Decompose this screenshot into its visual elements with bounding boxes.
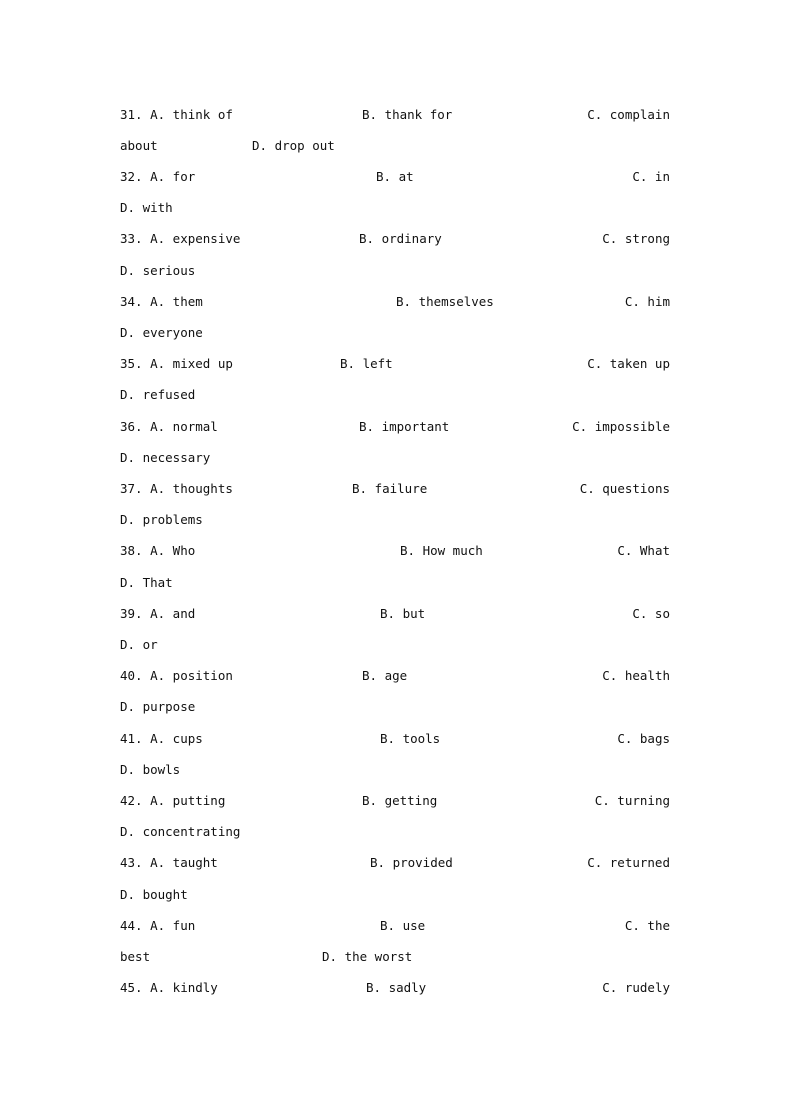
option-c: C. bags <box>617 731 670 746</box>
question-36-option-d-line <box>120 448 670 468</box>
option-a: 41. A. cups <box>120 731 203 746</box>
question-40-option-d-line <box>120 697 670 717</box>
question-33-option-d-line <box>120 261 670 281</box>
option-d: D. necessary <box>120 450 211 465</box>
question-42-options <box>120 791 670 811</box>
option-c-continued: about <box>120 138 158 153</box>
option-d: D. serious <box>120 263 196 278</box>
option-b: B. tools <box>380 731 441 746</box>
question-31-continuation <box>120 136 670 156</box>
option-b: B. getting <box>362 793 438 808</box>
question-37-option-d-line <box>120 510 670 530</box>
option-c: C. health <box>602 668 670 683</box>
option-c: C. turning <box>594 793 670 808</box>
option-d: D. the worst <box>322 949 413 964</box>
option-d: D. with <box>120 200 173 215</box>
option-c: C. strong <box>602 231 670 246</box>
option-c: C. in <box>632 169 670 184</box>
option-c: C. the <box>624 918 670 933</box>
option-c: C. What <box>617 543 670 558</box>
option-c: C. questions <box>579 481 670 496</box>
question-44-continuation <box>120 947 670 967</box>
option-d: D. purpose <box>120 699 196 714</box>
question-41-option-d-line <box>120 760 670 780</box>
question-35-options <box>120 354 670 374</box>
option-c-continued: best <box>120 949 151 964</box>
question-38-option-d-line <box>120 573 670 593</box>
option-d: D. bought <box>120 887 188 902</box>
option-a: 40. A. position <box>120 668 233 683</box>
option-a: 44. A. fun <box>120 918 196 933</box>
question-34-option-d-line <box>120 323 670 343</box>
option-d: D. refused <box>120 387 196 402</box>
question-32-option-d-line <box>120 198 670 218</box>
option-d: D. everyone <box>120 325 203 340</box>
option-a: 43. A. taught <box>120 855 218 870</box>
question-40-options <box>120 666 670 686</box>
question-38-options <box>120 541 670 561</box>
option-a: 38. A. Who <box>120 543 196 558</box>
option-d: D. or <box>120 637 158 652</box>
option-a: 42. A. putting <box>120 793 226 808</box>
question-35-option-d-line <box>120 385 670 405</box>
option-c: C. taken up <box>587 356 670 371</box>
question-43-option-d-line <box>120 885 670 905</box>
option-a: 31. A. think of <box>120 107 233 122</box>
option-b: B. failure <box>352 481 428 496</box>
option-c: C. complain <box>587 107 670 122</box>
question-31-options <box>120 105 670 125</box>
question-32-options <box>120 167 670 187</box>
question-42-option-d-line <box>120 822 670 842</box>
option-b: B. sadly <box>366 980 427 995</box>
option-d: D. concentrating <box>120 824 241 839</box>
option-a: 37. A. thoughts <box>120 481 233 496</box>
option-a: 45. A. kindly <box>120 980 218 995</box>
option-c: C. him <box>624 294 670 309</box>
option-d: D. drop out <box>252 138 335 153</box>
option-b: B. important <box>359 419 450 434</box>
question-45-options <box>120 978 670 998</box>
question-39-options <box>120 604 670 624</box>
exam-page <box>120 0 670 1119</box>
question-39-option-d-line <box>120 635 670 655</box>
option-d: D. bowls <box>120 762 181 777</box>
option-a: 39. A. and <box>120 606 196 621</box>
option-b: B. How much <box>400 543 483 558</box>
option-a: 34. A. them <box>120 294 203 309</box>
option-b: B. provided <box>370 855 453 870</box>
question-37-options <box>120 479 670 499</box>
option-b: B. but <box>380 606 426 621</box>
option-b: B. themselves <box>396 294 494 309</box>
option-b: B. left <box>340 356 393 371</box>
question-36-options <box>120 417 670 437</box>
option-d: D. That <box>120 575 173 590</box>
option-a: 33. A. expensive <box>120 231 241 246</box>
option-a: 32. A. for <box>120 169 196 184</box>
option-b: B. ordinary <box>359 231 442 246</box>
option-c: C. returned <box>587 855 670 870</box>
question-43-options <box>120 853 670 873</box>
option-c: C. rudely <box>602 980 670 995</box>
option-b: B. use <box>380 918 426 933</box>
question-34-options <box>120 292 670 312</box>
option-c: C. impossible <box>572 419 670 434</box>
option-c: C. so <box>632 606 670 621</box>
question-44-options <box>120 916 670 936</box>
question-33-options <box>120 229 670 249</box>
option-b: B. at <box>376 169 414 184</box>
option-b: B. thank for <box>362 107 453 122</box>
question-41-options <box>120 729 670 749</box>
option-a: 35. A. mixed up <box>120 356 233 371</box>
option-a: 36. A. normal <box>120 419 218 434</box>
option-b: B. age <box>362 668 408 683</box>
option-d: D. problems <box>120 512 203 527</box>
